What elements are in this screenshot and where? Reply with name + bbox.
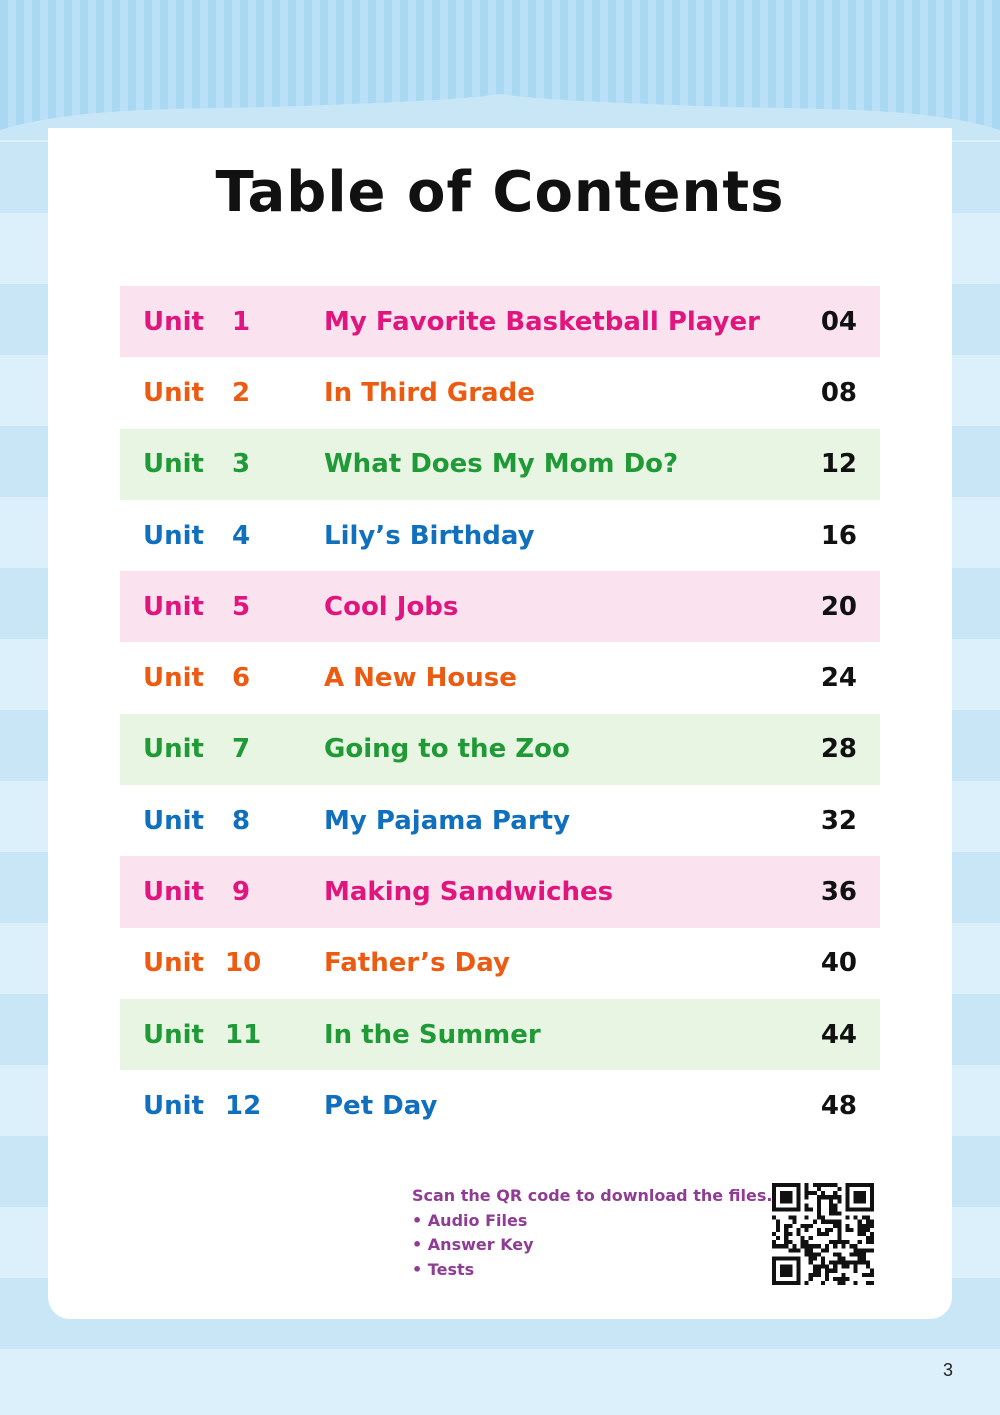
unit-label: Unit	[143, 805, 204, 836]
qr-item: • Audio Files	[412, 1210, 528, 1230]
page-number: 3	[942, 1360, 953, 1380]
qr-instruction-text: Scan the QR code to download the files.	[412, 1186, 773, 1205]
unit-label: Unit	[143, 877, 204, 908]
unit-title: In the Summer	[324, 1019, 541, 1050]
qr-item: • Tests	[412, 1259, 475, 1279]
unit-number: 7	[231, 734, 251, 765]
unit-number: 6	[231, 663, 251, 694]
qr-instructions	[412, 1184, 772, 1282]
unit-number: 4	[231, 520, 251, 551]
unit-title: Father’s Day	[324, 948, 510, 979]
toc-row[interactable]	[120, 429, 880, 500]
unit-page-number: 20	[820, 591, 857, 622]
unit-title: What Does My Mom Do?	[324, 449, 679, 480]
unit-label: Unit	[143, 1019, 204, 1050]
unit-title: Making Sandwiches	[324, 877, 614, 908]
unit-page-number: 04	[820, 306, 857, 337]
toc-row[interactable]	[120, 999, 880, 1070]
unit-label: Unit	[143, 663, 204, 694]
unit-label: Unit	[143, 1090, 204, 1121]
toc-row[interactable]	[120, 928, 880, 999]
unit-label: Unit	[143, 520, 204, 551]
unit-number: 5	[231, 591, 251, 622]
unit-title: In Third Grade	[324, 377, 535, 408]
toc-row[interactable]	[120, 500, 880, 571]
unit-number: 3	[231, 449, 251, 480]
toc-row[interactable]	[120, 571, 880, 642]
unit-label: Unit	[143, 591, 204, 622]
unit-page-number: 16	[820, 520, 857, 551]
unit-number: 2	[231, 377, 251, 408]
unit-page-number: 12	[820, 449, 857, 480]
toc-table	[120, 286, 880, 1142]
unit-label: Unit	[143, 948, 204, 979]
unit-title: Cool Jobs	[324, 591, 459, 622]
toc-row[interactable]	[120, 1070, 880, 1141]
unit-title: A New House	[324, 663, 517, 694]
unit-page-number: 32	[820, 805, 857, 836]
unit-page-number: 36	[820, 877, 857, 908]
qr-code[interactable]	[772, 1183, 874, 1285]
unit-page-number: 44	[820, 1019, 857, 1050]
unit-number: 1	[231, 306, 251, 337]
unit-title: Lily’s Birthday	[324, 520, 535, 551]
unit-page-number: 40	[820, 948, 857, 979]
unit-title: Going to the Zoo	[324, 734, 570, 765]
toc-row[interactable]	[120, 856, 880, 927]
toc-row[interactable]	[120, 286, 880, 357]
unit-page-number: 48	[820, 1090, 857, 1121]
unit-number: 8	[231, 805, 251, 836]
unit-label: Unit	[143, 377, 204, 408]
qr-item: • Answer Key	[412, 1235, 534, 1254]
unit-number: 12	[225, 1090, 262, 1121]
unit-number: 9	[231, 877, 251, 908]
header-wave	[0, 0, 1000, 140]
unit-number: 11	[225, 1019, 262, 1050]
unit-title: My Pajama Party	[324, 805, 571, 836]
toc-row[interactable]	[120, 785, 880, 856]
toc-row[interactable]	[120, 642, 880, 713]
toc-row[interactable]	[120, 357, 880, 428]
unit-label: Unit	[143, 734, 204, 765]
unit-label: Unit	[143, 306, 204, 337]
page-title: Table of Contents	[215, 160, 785, 225]
unit-page-number: 24	[820, 663, 857, 694]
unit-page-number: 28	[820, 734, 857, 765]
unit-title: My Favorite Basketball Player	[324, 306, 760, 337]
toc-row[interactable]	[120, 714, 880, 785]
unit-label: Unit	[143, 449, 204, 480]
unit-number: 10	[225, 948, 262, 979]
unit-page-number: 08	[820, 377, 857, 408]
unit-title: Pet Day	[324, 1090, 438, 1121]
